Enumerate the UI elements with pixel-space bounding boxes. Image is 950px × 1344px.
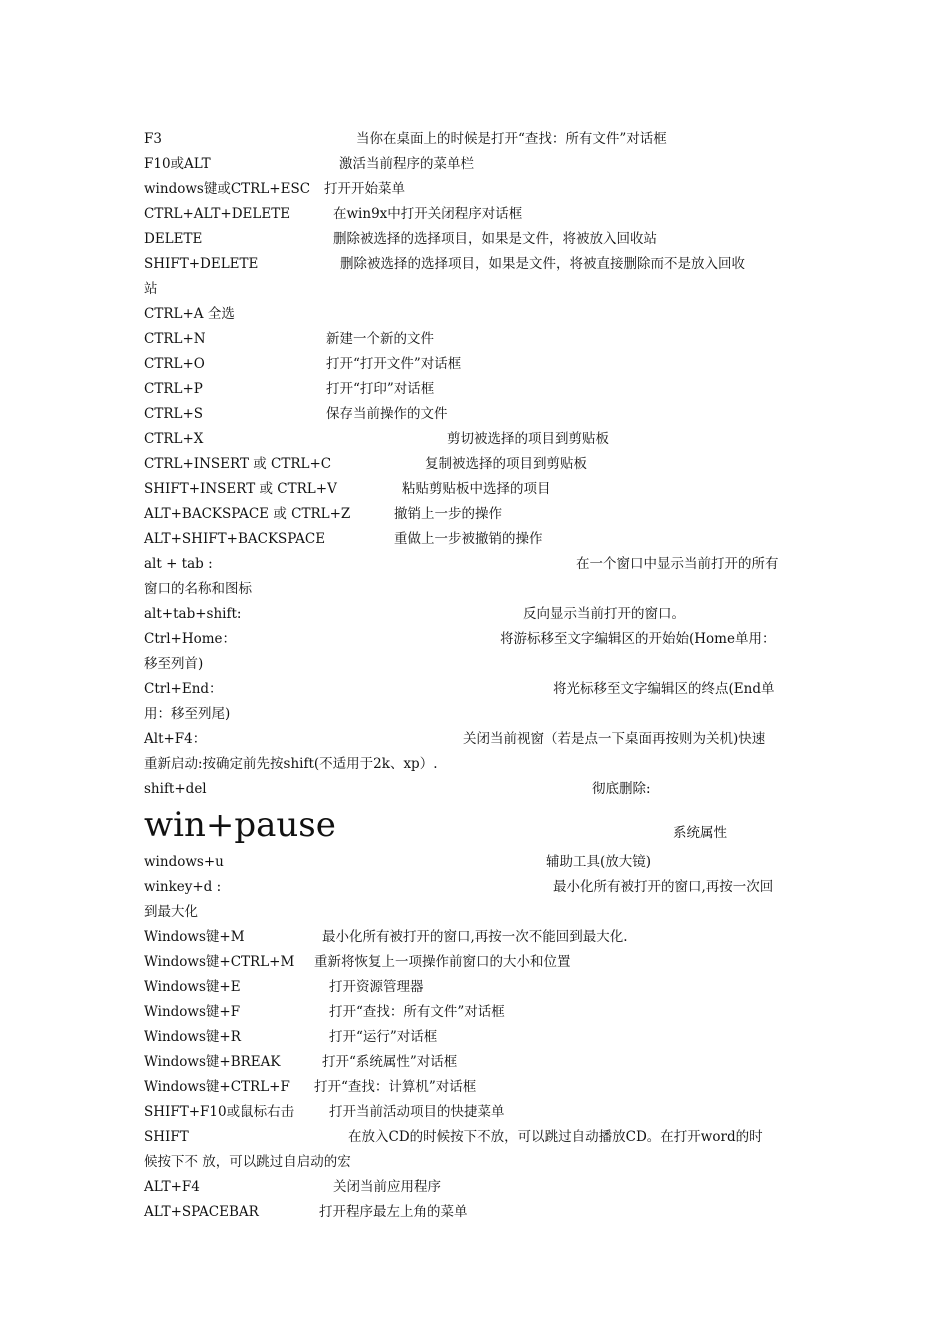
shortcut-row — [0, 405, 950, 430]
shortcut-row — [0, 730, 950, 755]
shortcut-row — [0, 555, 950, 580]
shortcut-key: CTRL+S — [144, 406, 204, 422]
shortcut-desc: 重做上一步被撤销的操作 — [394, 531, 543, 547]
shortcut-key: alt + tab : — [144, 556, 213, 572]
shortcut-desc: 打开“系统属性”对话框 — [322, 1054, 458, 1070]
shortcut-row — [0, 1178, 950, 1203]
shortcut-desc: 复制被选择的项目到剪贴板 — [425, 456, 587, 472]
shortcut-desc: 打开程序最左上角的菜单 — [319, 1204, 468, 1220]
shortcut-row — [0, 630, 950, 655]
shortcut-row — [0, 230, 950, 255]
shortcut-row — [0, 430, 950, 455]
shortcut-row — [0, 380, 950, 405]
shortcut-desc-continued: 移至列首) — [144, 656, 204, 672]
shortcut-desc-continued: 重新启动:按确定前先按shift(不适用于2k、xp）. — [144, 756, 438, 772]
shortcut-key: SHIFT+DELETE — [144, 256, 259, 272]
shortcut-desc-continued: 窗口的名称和图标 — [144, 581, 252, 597]
shortcut-row — [0, 305, 950, 330]
shortcut-key: DELETE — [144, 231, 203, 247]
shortcut-desc: 将光标移至文字编辑区的终点(End单 — [553, 681, 775, 697]
shortcut-key: SHIFT+F10或鼠标右击 — [144, 1104, 295, 1120]
shortcut-row — [0, 1003, 950, 1028]
shortcut-desc: 最小化所有被打开的窗口,再按一次回 — [553, 879, 774, 895]
shortcut-key: winkey+d : — [144, 879, 222, 895]
shortcut-desc: 关闭当前视窗（若是点一下桌面再按则为关机)快速 — [463, 731, 766, 747]
shortcut-key-large: win+pause — [144, 805, 336, 845]
shortcut-desc-continued: 到最大化 — [144, 904, 198, 920]
shortcut-key: windows键或CTRL+ESC — [144, 181, 311, 197]
shortcut-row — [0, 505, 950, 530]
shortcut-row — [0, 878, 950, 903]
shortcut-desc: 当你在桌面上的时候是打开“查找：所有文件”对话框 — [356, 131, 667, 147]
shortcut-row — [0, 953, 950, 978]
shortcut-desc: 打开“打印”对话框 — [326, 381, 435, 397]
shortcut-key: Windows键+F — [144, 1004, 241, 1020]
shortcut-desc: 打开开始菜单 — [324, 181, 405, 197]
shortcut-row — [0, 853, 950, 878]
shortcut-key: shift+del — [144, 781, 207, 797]
shortcut-key: Ctrl+End： — [144, 681, 223, 697]
shortcut-desc: 在放入CD的时候按下不放，可以跳过自动播放CD。在打开word的时 — [348, 1129, 763, 1145]
shortcut-continuation — [0, 655, 950, 680]
shortcut-key: Ctrl+Home： — [144, 631, 237, 647]
shortcut-desc: 新建一个新的文件 — [326, 331, 434, 347]
shortcut-key: SHIFT — [144, 1129, 189, 1145]
shortcut-key: Windows键+CTRL+M — [144, 954, 295, 970]
shortcut-desc: 剪切被选择的项目到剪贴板 — [447, 431, 609, 447]
shortcut-row — [0, 805, 950, 850]
shortcut-row — [0, 680, 950, 705]
shortcut-key: Windows键+R — [144, 1029, 241, 1045]
shortcut-desc: 在一个窗口中显示当前打开的所有 — [576, 556, 779, 572]
shortcut-key: alt+tab+shift: — [144, 606, 242, 622]
shortcut-desc-continued: 候按下不 放，可以跳过自启动的宏 — [144, 1154, 351, 1170]
shortcut-desc: 打开“查找：计算机”对话框 — [314, 1079, 477, 1095]
shortcut-key: CTRL+ALT+DELETE — [144, 206, 291, 222]
shortcut-row — [0, 180, 950, 205]
shortcut-key: ALT+SHIFT+BACKSPACE — [144, 531, 326, 547]
shortcut-row — [0, 330, 950, 355]
shortcut-desc: 激活当前程序的菜单栏 — [339, 156, 474, 172]
shortcut-key: F3 — [144, 131, 162, 147]
shortcut-desc: 最小化所有被打开的窗口,再按一次不能回到最大化. — [322, 929, 628, 945]
shortcut-row — [0, 1128, 950, 1153]
shortcut-row — [0, 255, 950, 280]
shortcut-key: SHIFT+INSERT 或 CTRL+V — [144, 481, 337, 497]
shortcut-desc: 打开“查找：所有文件”对话框 — [329, 1004, 505, 1020]
shortcut-desc: 删除被选择的选择项目，如果是文件，将被直接删除而不是放入回收 — [340, 256, 745, 272]
shortcut-row — [0, 455, 950, 480]
shortcut-continuation — [0, 1153, 950, 1178]
shortcut-continuation — [0, 580, 950, 605]
shortcut-desc: 保存当前操作的文件 — [326, 406, 448, 422]
shortcut-row — [0, 928, 950, 953]
shortcut-desc: 删除被选择的选择项目，如果是文件，将被放入回收站 — [333, 231, 657, 247]
shortcut-row — [0, 1028, 950, 1053]
shortcut-row — [0, 130, 950, 155]
shortcut-row — [0, 530, 950, 555]
shortcut-row — [0, 978, 950, 1003]
shortcut-row — [0, 605, 950, 630]
shortcut-desc: 反向显示当前打开的窗口。 — [523, 606, 685, 622]
shortcut-row — [0, 480, 950, 505]
shortcut-desc: 重新将恢复上一项操作前窗口的大小和位置 — [314, 954, 571, 970]
shortcut-continuation — [0, 705, 950, 730]
shortcut-continuation — [0, 280, 950, 305]
shortcut-desc: 打开资源管理器 — [329, 979, 424, 995]
shortcut-key: CTRL+INSERT 或 CTRL+C — [144, 456, 332, 472]
shortcut-desc: 系统属性 — [673, 825, 727, 841]
shortcut-key: CTRL+X — [144, 431, 204, 447]
shortcut-key: Windows键+M — [144, 929, 245, 945]
shortcut-row — [0, 1203, 950, 1228]
shortcut-desc: 撤销上一步的操作 — [394, 506, 502, 522]
shortcut-key: Windows键+CTRL+F — [144, 1079, 290, 1095]
shortcut-row — [0, 1078, 950, 1103]
shortcut-key: CTRL+O — [144, 356, 205, 372]
shortcut-desc: 打开“运行”对话框 — [329, 1029, 438, 1045]
shortcut-desc: 彻底删除: — [592, 781, 651, 797]
shortcut-key: F10或ALT — [144, 156, 211, 172]
shortcut-row — [0, 205, 950, 230]
shortcut-key: Windows键+BREAK — [144, 1054, 281, 1070]
shortcut-row — [0, 355, 950, 380]
shortcut-desc-continued: 用：移至列尾) — [144, 706, 231, 722]
shortcut-key: CTRL+N — [144, 331, 206, 347]
shortcut-key: Alt+F4： — [144, 731, 207, 747]
shortcut-row — [0, 155, 950, 180]
shortcut-key: CTRL+A 全选 — [144, 306, 235, 322]
shortcut-desc: 将游标移至文字编辑区的开始始(Home单用： — [500, 631, 776, 647]
shortcut-desc: 打开“打开文件”对话框 — [326, 356, 462, 372]
shortcut-continuation — [0, 903, 950, 928]
shortcut-desc: 关闭当前应用程序 — [333, 1179, 441, 1195]
shortcut-key: CTRL+P — [144, 381, 203, 397]
shortcut-desc-continued: 站 — [144, 281, 158, 297]
shortcut-desc: 粘贴剪贴板中选择的项目 — [402, 481, 551, 497]
shortcut-row — [0, 1103, 950, 1128]
shortcut-key: Windows键+E — [144, 979, 241, 995]
shortcut-key: windows+u — [144, 854, 224, 870]
shortcut-key: ALT+BACKSPACE 或 CTRL+Z — [144, 506, 351, 522]
shortcut-key: ALT+F4 — [144, 1179, 200, 1195]
shortcut-row — [0, 780, 950, 805]
shortcut-desc: 在win9x中打开关闭程序对话框 — [333, 206, 523, 222]
shortcut-continuation — [0, 755, 950, 780]
shortcut-key: ALT+SPACEBAR — [144, 1204, 259, 1220]
shortcut-row — [0, 1053, 950, 1078]
shortcut-desc: 辅助工具(放大镜) — [546, 854, 652, 870]
shortcut-desc: 打开当前活动项目的快捷菜单 — [329, 1104, 505, 1120]
